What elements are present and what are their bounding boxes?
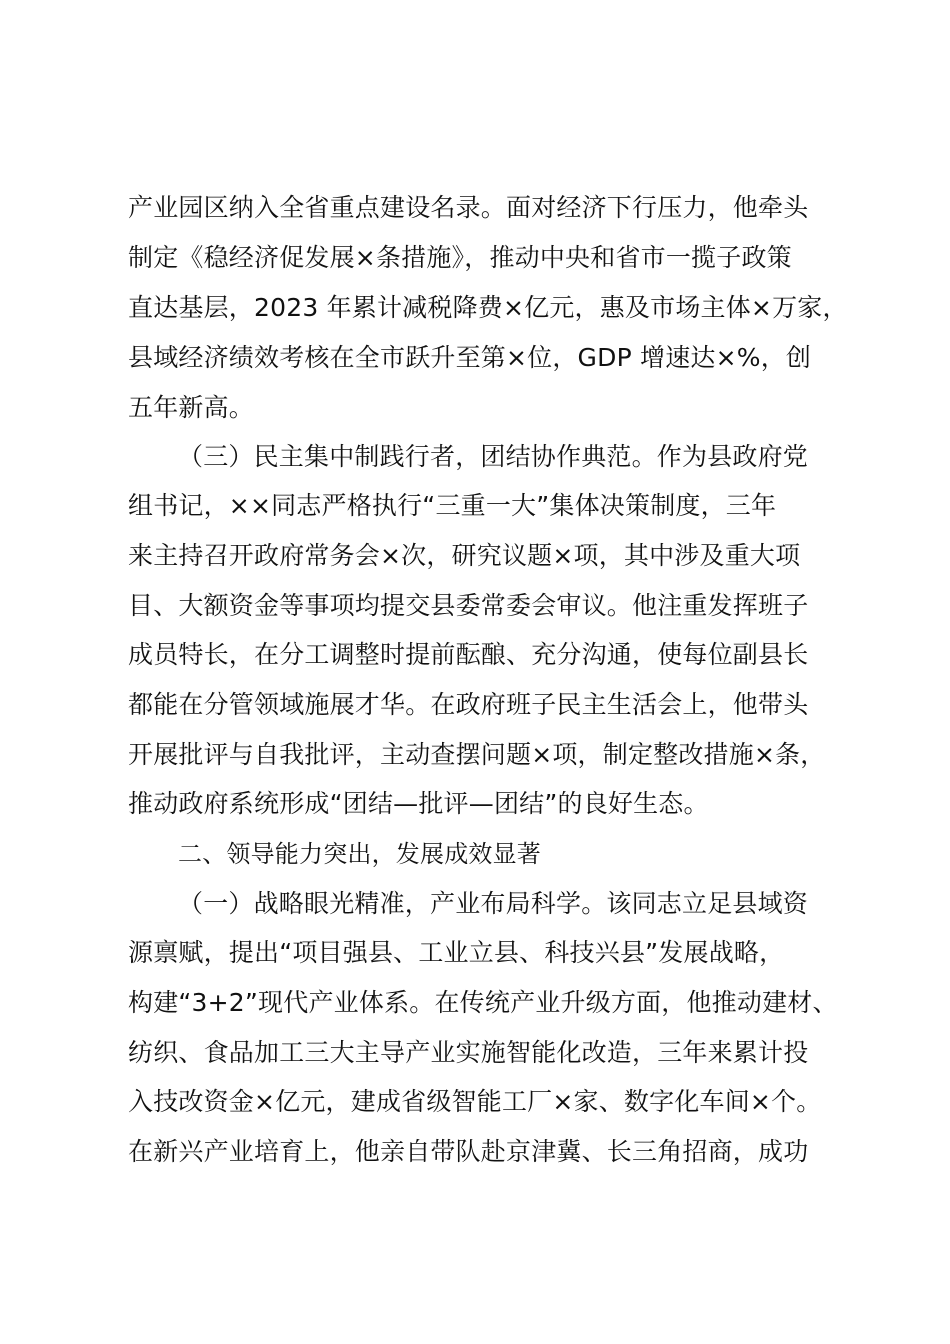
subsection-paragraph-start: （一）战略眼光精准，产业布局科学。该同志立足县域资 bbox=[178, 889, 809, 918]
body-text-line: 来主持召开政府常务会×次，研究议题×项，其中涉及重大项 bbox=[128, 541, 801, 570]
body-text-line: 在新兴产业培育上，他亲自带队赴京津冀、长三角招商，成功 bbox=[128, 1137, 809, 1166]
body-text-line: 产业园区纳入全省重点建设名录。面对经济下行压力，他牵头 bbox=[128, 193, 809, 222]
body-text-line: 成员特长，在分工调整时提前酝酿、充分沟通，使每位副县长 bbox=[128, 640, 809, 669]
body-text-line: 县域经济绩效考核在全市跃升至第×位，GDP 增速达×%，创 bbox=[128, 343, 812, 372]
section-heading: 二、领导能力突出，发展成效显著 bbox=[178, 840, 541, 868]
body-text-line: 目、大额资金等事项均提交县委常委会审议。他注重发挥班子 bbox=[128, 591, 809, 620]
body-text-line: 五年新高。 bbox=[128, 393, 255, 422]
body-text-line: 组书记，××同志严格执行“三重一大”集体决策制度，三年 bbox=[128, 491, 777, 520]
body-text-line: 制定《稳经济促发展×条措施》，推动中央和省市一揽子政策 bbox=[128, 243, 792, 272]
body-text-line: 都能在分管领域施展才华。在政府班子民主生活会上，他带头 bbox=[128, 690, 809, 719]
body-text-line: 源禀赋，提出“项目强县、工业立县、科技兴县”发展战略， bbox=[128, 938, 785, 967]
body-text-line: 纺织、食品加工三大主导产业实施智能化改造，三年来累计投 bbox=[128, 1038, 809, 1067]
body-text-line: 推动政府系统形成“团结—批评—团结”的良好生态。 bbox=[128, 789, 709, 818]
body-text-line: 直达基层，2023 年累计减税降费×亿元，惠及市场主体×万家， bbox=[128, 293, 848, 322]
body-text-line: 开展批评与自我批评，主动查摆问题×项，制定整改措施×条， bbox=[128, 740, 826, 769]
body-text-line: 构建“3+2”现代产业体系。在传统产业升级方面，他推动建材、 bbox=[128, 988, 838, 1017]
body-text-line: 入技改资金×亿元，建成省级智能工厂×家、数字化车间×个。 bbox=[128, 1087, 822, 1116]
subsection-paragraph-start: （三）民主集中制践行者，团结协作典范。作为县政府党 bbox=[178, 442, 809, 471]
